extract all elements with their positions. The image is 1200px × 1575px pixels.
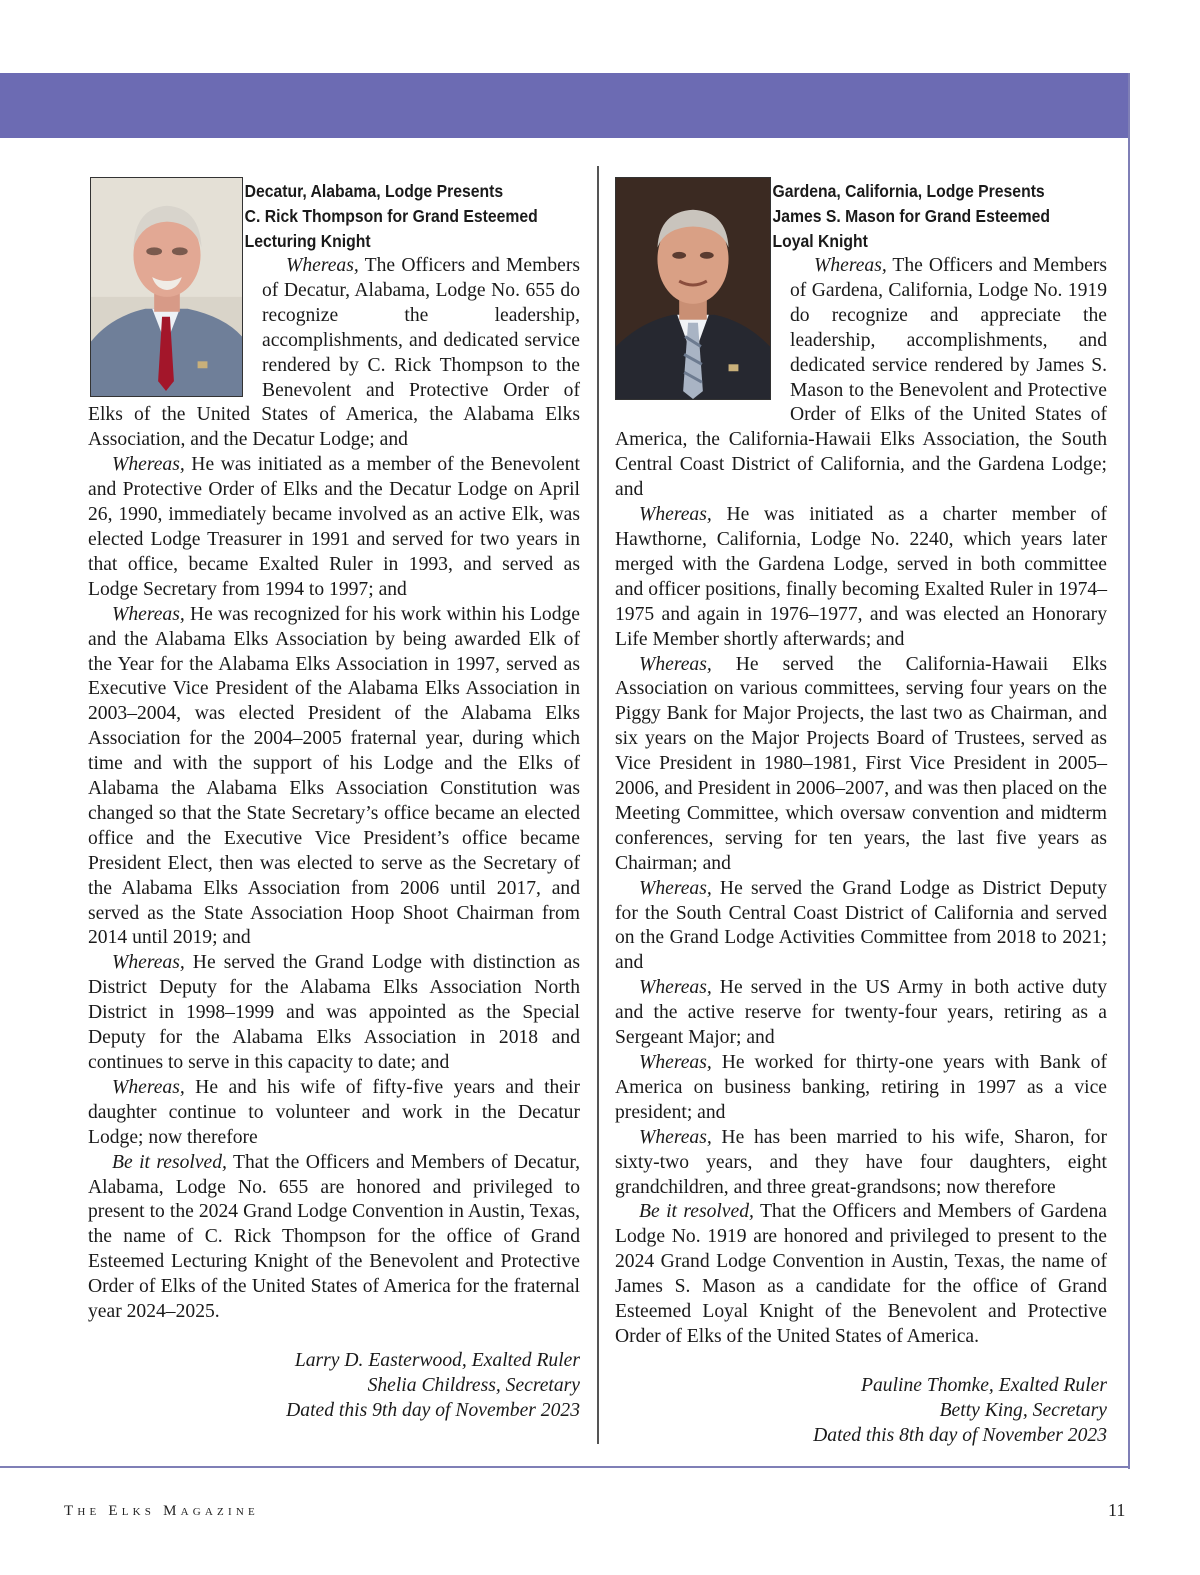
resolution-paragraph xyxy=(615,976,1107,1051)
heading-line: Gardena, California, Lodge Presents xyxy=(772,181,1045,201)
paragraph-text: The Officers and Members of Gardena, California, Lodge No. 1919 do recognize and appreciate the leadership, accomplishments, and dedicated service rendered by James S. Mason to the Benevolent and Protective Order of Elks of the United States of America, the California-Hawaii Elks Association, the South Central Coast District of California, and the Gardena Lodge; and xyxy=(615,255,1107,501)
article-left xyxy=(88,177,580,1424)
resolution-paragraph xyxy=(88,1076,580,1151)
paragraph-lead: Whereas, xyxy=(639,877,712,899)
signature-block xyxy=(88,1349,580,1424)
paragraph-text: He was recognized for his work within his Lodge and the Alabama Elks Association by being awarded Elk of the Year for the Alabama Elks Association in 1997, served as Executive Vice President of the Alabama Elks Association in 2003–2004, was elected President of the Alabama Elks Association for the 2004–2005 fraternal year, during which time and with the support of his Lodge and the Elks of Alabama the Alabama Elks Association Constitution was changed so that the State Secretary’s office became an elected office and the Executive Vice President’s office became President Elect, then was elected to serve as the Secretary of the Alabama Elks Association from 2006 until 2017, and served as the State Association Hoop Shoot Chairman from 2014 until 2019; and xyxy=(88,603,580,949)
header-band xyxy=(0,73,1130,138)
article-heading xyxy=(615,179,1050,254)
paragraph-text: He was initiated as a member of the Benevolent and Protective Order of Elks and the Decatur Lodge on April 26, 1990, immediately became involved as an active Elk, was elected Lodge Treasurer in 1991 and served for two years in that office, became Exalted Ruler in 1993, and served as Lodge Secretary from 1994 to 1997; and xyxy=(88,454,580,600)
heading-line: Decatur, Alabama, Lodge Presents xyxy=(244,181,504,201)
resolution-paragraph xyxy=(88,453,580,602)
signature-date: Dated this 9th day of November 2023 xyxy=(286,1399,580,1421)
article-heading xyxy=(88,179,538,254)
paragraph-lead: Whereas, xyxy=(639,1052,712,1073)
paragraph-text: He worked for thirty-one years with Bank of America on business banking, retiring in 1997 as a vice president; and xyxy=(615,1052,1107,1123)
paragraph-lead: Whereas, xyxy=(112,952,185,974)
signature-line: Larry D. Easterwood, Exalted Ruler xyxy=(294,1349,580,1371)
page-number: 11 xyxy=(1108,1500,1126,1520)
signature-line: Betty King, Secretary xyxy=(939,1399,1107,1421)
resolution-paragraph xyxy=(615,503,1107,652)
signature-line: Shelia Childress, Secretary xyxy=(367,1374,580,1396)
paragraph-text: He served the Grand Lodge as District Deputy for the South Central Coast District of California and served on the Grand Lodge Activities Committee from 2018 to 2021; and xyxy=(615,877,1107,974)
resolution-paragraph xyxy=(615,1200,1107,1349)
paragraph-text: He served the California-Hawaii Elks Association on various committees, serving four years on the Piggy Bank for Major Projects, the last two as Chairman, and six years on the Major Projects Board of Trustees, served as Vice President in 1980–1981, First Vice President in 2005–2006, and President in 2006–2007, and was then placed on the Meeting Committee, which oversaw convention and midterm conferences, serving for ten years, the last five years as Chairman; and xyxy=(615,653,1107,874)
paragraph-text: That the Officers and Members of Decatur, Alabama, Lodge No. 655 are honored and privileged to present to the 2024 Grand Lodge Convention in Austin, Texas, the name of C. Rick Thompson for the office of Grand Esteemed Lecturing Knight of the Benevolent and Protective Order of Elks of the United States of America for the fraternal year 2024–2025. xyxy=(88,1151,580,1323)
paragraph-lead: Be it resolved, xyxy=(639,1201,754,1223)
signature-block xyxy=(615,1374,1107,1449)
magazine-title: The Elks Magazine xyxy=(64,1503,259,1519)
paragraph-lead: Whereas, xyxy=(639,977,712,999)
resolution-paragraph xyxy=(615,653,1107,877)
paragraph-lead: Whereas, xyxy=(639,1126,712,1148)
heading-line: James S. Mason for Grand Esteemed xyxy=(772,206,1050,226)
signature-date: Dated this 8th day of November 2023 xyxy=(813,1424,1107,1446)
paragraph-text: He has been married to his wife, Sharon, for sixty-two years, and they have four daughters, eight grandchildren, and three great-grandsons; now therefore xyxy=(615,1126,1107,1198)
paragraph-lead: Whereas, xyxy=(639,504,712,526)
heading-line: Loyal Knight xyxy=(772,231,868,251)
paragraph-text: That the Officers and Members of Gardena Lodge No. 1919 are honored and privileged to present to the 2024 Grand Lodge Convention in Austin, Texas, the name of James S. Mason as a candidate for the office of Grand Esteemed Loyal Knight of the Benevolent and Protective Order of Elks of the United States of America. xyxy=(615,1201,1107,1347)
resolution-paragraph xyxy=(88,951,580,1076)
paragraph-lead: Whereas, xyxy=(814,255,887,276)
paragraph-text: He and his wife of fifty-five years and their daughter continue to volunteer and work in the Decatur Lodge; now therefore xyxy=(88,1076,580,1148)
article-right xyxy=(615,177,1107,1449)
paragraph-lead: Whereas, xyxy=(639,653,712,675)
resolution-paragraph xyxy=(88,603,580,952)
paragraph-text: He served the Grand Lodge with distinction as District Deputy for the Alabama Elks Association North District in 1998–1999 and was appointed as the Special Deputy for the Alabama Elks Association in 2018 and continues to serve in this capacity to date; and xyxy=(88,952,580,1073)
paragraph-lead: Whereas, xyxy=(286,255,359,276)
paragraph-text: The Officers and Members of Decatur, Alabama, Lodge No. 655 do recognize the leadership, accomplishments, and dedicated service rendered by C. Rick Thompson to the Benevolent and Protective Order of Elks of the United States of America, the Alabama Elks Association, and the Decatur Lodge; and xyxy=(88,255,580,451)
resolution-paragraph xyxy=(615,1126,1107,1201)
paragraph-text: He served in the US Army in both active duty and the active reserve for twenty-four years, retiring as a Sergeant Major; and xyxy=(615,977,1107,1049)
signature-line: Pauline Thomke, Exalted Ruler xyxy=(861,1374,1107,1396)
paragraph-lead: Be it resolved, xyxy=(112,1151,227,1173)
frame-bottom-rule xyxy=(0,1466,1130,1468)
paragraph-lead: Whereas, xyxy=(112,1076,185,1098)
resolution-paragraph xyxy=(615,877,1107,977)
frame-right-rule xyxy=(1128,73,1130,1469)
paragraph-lead: Whereas, xyxy=(112,454,185,476)
column-divider xyxy=(597,166,599,1444)
resolution-paragraph xyxy=(615,1051,1107,1126)
resolution-paragraph xyxy=(88,1151,580,1325)
heading-line: C. Rick Thompson for Grand Esteemed xyxy=(244,206,538,226)
paragraph-lead: Whereas, xyxy=(112,603,185,625)
heading-line: Lecturing Knight xyxy=(244,231,371,251)
paragraph-text: He was initiated as a charter member of Hawthorne, California, Lodge No. 2240, which years later merged with the Gardena Lodge, served in both committee and officer positions, finally becoming Exalted Ruler in 1974–1975 and again in 1976–1977, and was elected an Honorary Life Member shortly afterwards; and xyxy=(615,504,1107,650)
